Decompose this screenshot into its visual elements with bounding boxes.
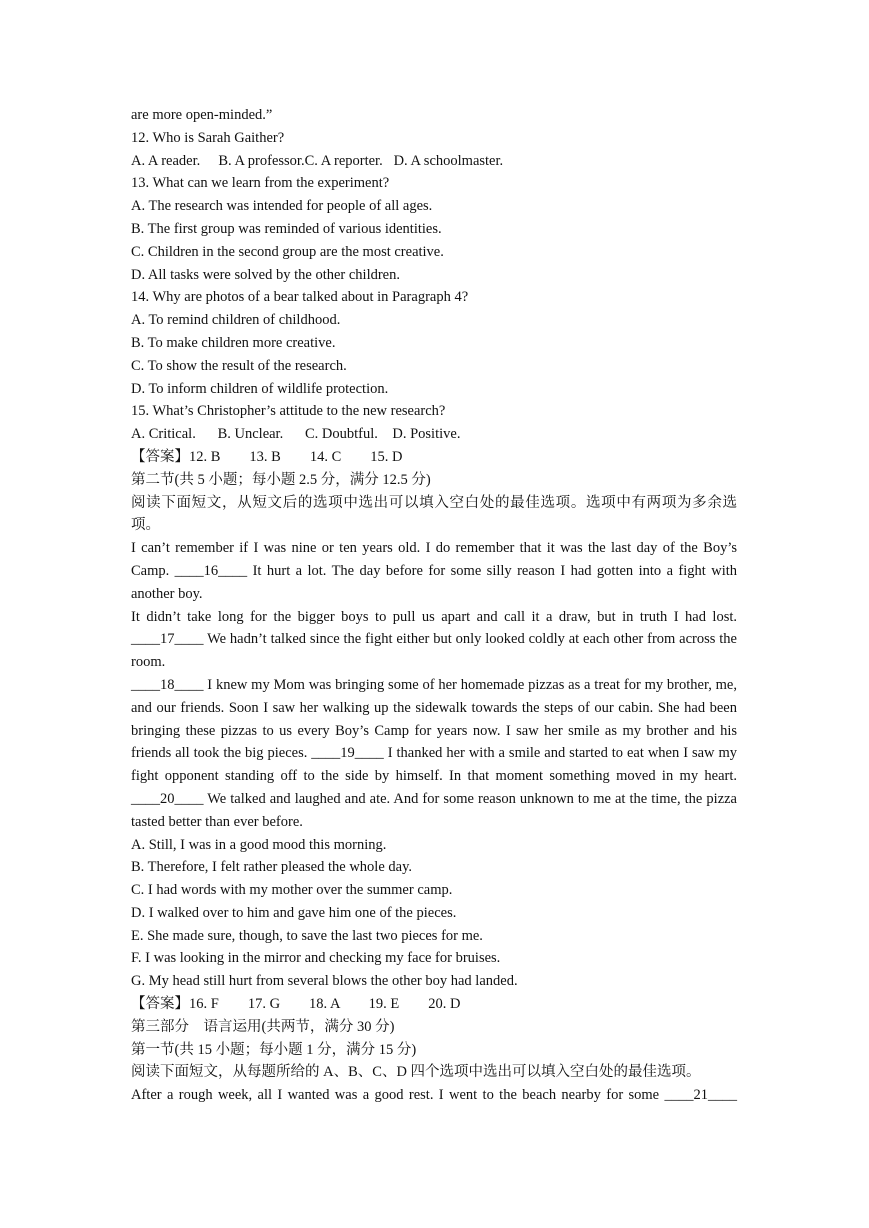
passage-paragraph: ____18____ I knew my Mom was bringing some of her homemade pizzas as a treat for my brother, me, and our friends. Soon I saw her walking up the sidewalk towards the steps of our cabin. She had been bringing these pizzas to us every Boy’s Camp for years now. I saw her smile as my brother and his friends all took the big pieces. ____19____ I thanked her with a smile and started to eat when I saw my fight opponent standing off to the side by himself. In that moment something moved in my heart. ____20____ We talked and laughed and ate. And for some reason unknown to me at the time, the pizza tasted better than ever before. (131, 676, 737, 830)
option-13a: A. The research was intended for people of all ages. (131, 198, 433, 215)
option-14d: D. To inform children of wildlife protection. (131, 380, 389, 397)
question-14: 14. Why are photos of a bear talked about in Paragraph 4? (131, 289, 469, 306)
option-f: F. I was looking in the mirror and checking my face for bruises. (131, 950, 501, 967)
answer-key-16-20: 【答案】16. F 17. G 18. A 19. E 20. D (131, 996, 461, 1013)
option-g: G. My head still hurt from several blows the other boy had landed. (131, 973, 518, 990)
options-15: A. Critical. B. Unclear. C. Doubtful. D. Positive. (131, 426, 461, 443)
option-14c: C. To show the result of the research. (131, 357, 347, 374)
option-13b: B. The first group was reminded of various identities. (131, 220, 442, 237)
options-12: A. A reader. B. A professor.C. A reporter. D. A schoolmaster. (131, 152, 504, 169)
passage-paragraph: It didn’t take long for the bigger boys to pull us apart and call it a draw, but in truth I had lost. ____17____ We hadn’t talked since the fight either but only looked coldly at each other from across the room. (131, 608, 737, 671)
text-line: are more open-minded.” (131, 107, 273, 123)
instruction-text: 阅读下面短文，从短文后的选项中选出可以填入空白处的最佳选项。选项中有两项为多余选项。 (131, 494, 737, 534)
option-13d: D. All tasks were solved by the other children. (131, 266, 400, 283)
answer-key-12-15: 【答案】12. B 13. B 14. C 15. D (131, 448, 403, 465)
option-a: A. Still, I was in a good mood this morning. (131, 836, 387, 853)
passage-paragraph: I can’t remember if I was nine or ten years old. I do remember that it was the last day of the Boy’s Camp. ____16____ It hurt a lot. The day before for some silly reason I had gotten into a fight with another boy. (131, 540, 737, 602)
option-d: D. I walked over to him and gave him one of the pieces. (131, 904, 457, 921)
option-14b: B. To make children more creative. (131, 334, 336, 351)
question-15: 15. What’s Christopher’s attitude to the new research? (131, 403, 446, 420)
option-c: C. I had words with my mother over the summer camp. (131, 882, 453, 899)
option-14a: A. To remind children of childhood. (131, 312, 341, 329)
part-heading: 第三部分 语言运用(共两节，满分 30 分) (131, 1018, 395, 1035)
option-13c: C. Children in the second group are the most creative. (131, 243, 444, 260)
question-13: 13. What can we learn from the experiment? (131, 175, 390, 192)
section-heading: 第一节(共 15 小题；每小题 1 分，满分 15 分) (131, 1041, 417, 1058)
option-b: B. Therefore, I felt rather pleased the whole day. (131, 859, 413, 876)
section-heading: 第二节(共 5 小题；每小题 2.5 分，满分 12.5 分) (131, 471, 431, 488)
option-e: E. She made sure, though, to save the last two pieces for me. (131, 927, 483, 944)
instruction-text: 阅读下面短文，从每题所给的 A、B、C、D 四个选项中选出可以填入空白处的最佳选项。 (131, 1064, 701, 1081)
passage-start-line: After a rough week, all I wanted was a good rest. I went to the beach nearby for some ____21____ (131, 1087, 737, 1104)
document-page (131, 104, 737, 1107)
question-12: 12. Who is Sarah Gaither? (131, 129, 285, 146)
